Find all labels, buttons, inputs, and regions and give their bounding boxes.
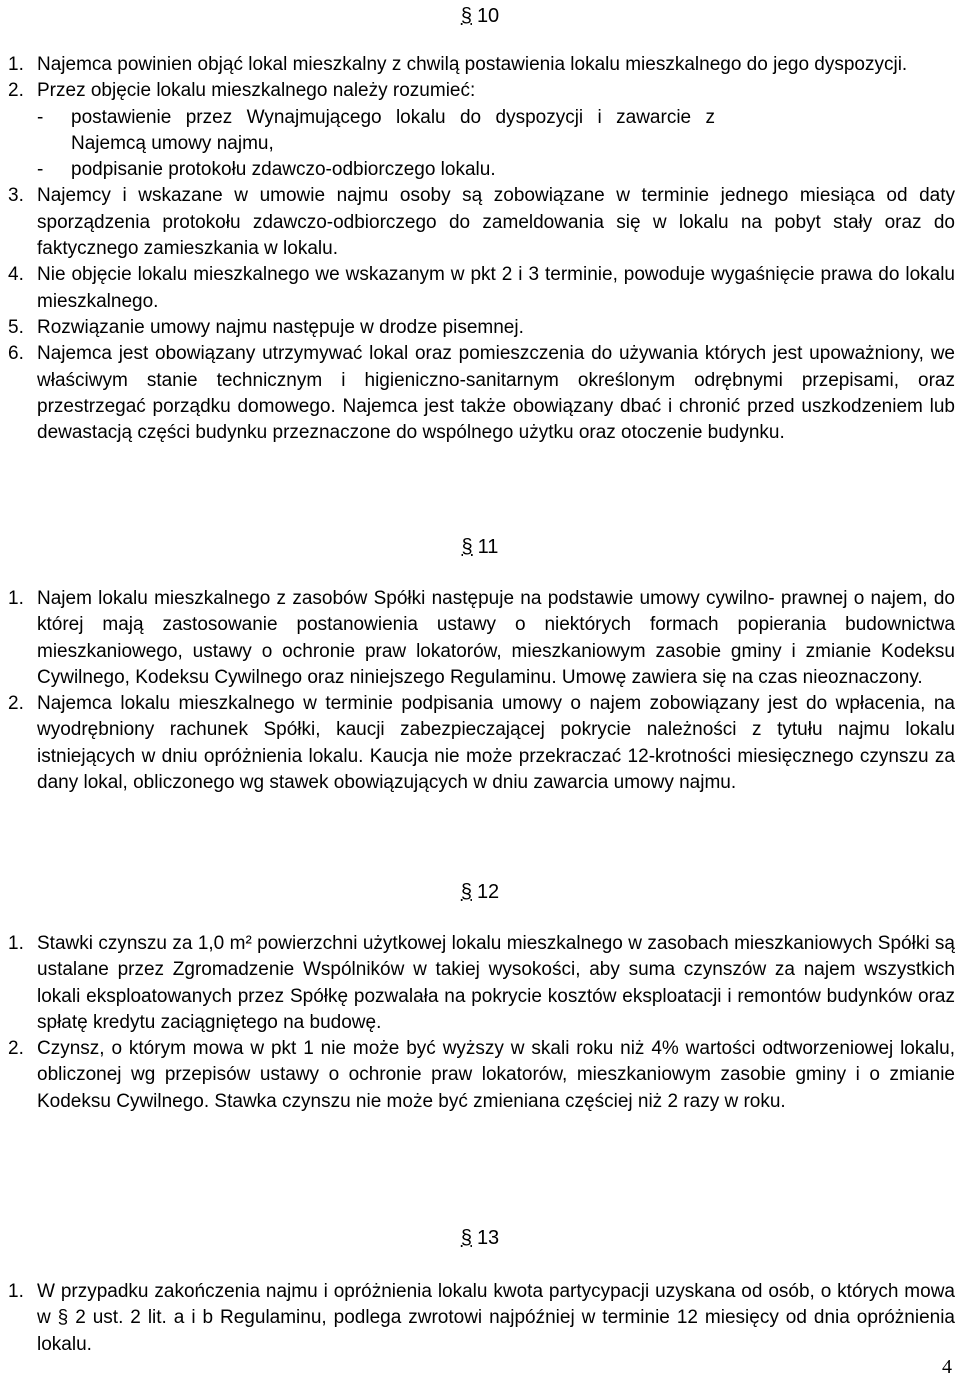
item-text: Najemca powinien objąć lokal mieszkalny z chwilą postawienia lokalu mieszkalnego do jego dyspozycji. (37, 54, 908, 75)
section-symbol: § (460, 5, 472, 27)
item-text: Najem lokalu mieszkalnego z zasobów Spółki następuje na podstawie umowy cywilno- prawnej o najem, do której mają zastosowanie postanowienia ustawy o niektórych formach popierania budownictwa mieszkaniowego, ustawy o ochronie praw lokatorów, mieszkaniowym zasobie gminy i zmianie Kodeksu Cywilnego, Kodeksu Cywilnego oraz niniejszego Regulaminu. Umowę zawiera się na czas nieoznaczony. (37, 588, 955, 688)
section-heading-10 (0, 4, 960, 28)
list-item (8, 262, 955, 315)
item-text: Nie objęcie lokalu mieszkalnego we wskazanym w pkt 2 i 3 terminie, powoduje wygaśnięcie prawa do lokalu mieszkalnego. (37, 264, 955, 312)
item-number: 5. (8, 316, 24, 338)
item-text: Najemca jest obowiązany utrzymywać lokal oraz pomieszczenia do używania których jest upoważniony, we właściwym stanie technicznym i higieniczno-sanitarnym określonym odrębnymi przepisami, oraz przestrzegać porządku domowego. Najemca jest także obowiązany dbać i chronić przed uszkodzeniem lub dewastacją części budynku przeznaczone do wspólnego użytku oraz otoczenie budynku. (37, 343, 955, 444)
section-heading-12 (0, 880, 960, 904)
item-number: 2. (8, 80, 24, 102)
item-number: 1. (8, 1281, 24, 1302)
dash-marker: - (37, 159, 44, 181)
item-text: W przypadku zakończenia najmu i opróżnienia lokalu kwota partycypacji uzyskana od osób, o których mowa w § 2 ust. 2 lit. a i b Regulaminu, podlega zwrotowi najpóźniej w terminie 12 miesięcy od dnia opróżnienia lokalu. (37, 1281, 955, 1355)
item-text: Przez objęcie lokalu mieszkalnego należy rozumieć: (37, 80, 476, 102)
list-item (8, 1036, 955, 1115)
dash-marker: - (37, 106, 44, 128)
list-item (8, 341, 955, 446)
list-item (8, 52, 955, 78)
item-number: 1. (8, 588, 24, 609)
list-item (8, 183, 955, 262)
dash-text: podpisanie protokołu zdawczo-odbiorczego lokalu. (71, 159, 496, 181)
dash-text: postawienie przez Wynajmującego lokalu do dyspozycji i zawarcie z Najemcą umowy najmu, (71, 106, 715, 154)
item-text: Rozwiązanie umowy najmu następuje w drodze pisemnej. (37, 316, 524, 338)
section-number: 12 (476, 881, 500, 903)
section-heading-11 (0, 535, 960, 559)
item-text: Stawki czynszu za 1,0 m² powierzchni użytkowej lokalu mieszkalnego w zasobach mieszkaniowych Spółki są ustalane przez Zgromadzenie Wspólników w takiej wysokości, aby suma czynszów za najem wszystkich lokali eksploatowanych przez Spółkę pozwalała na pokrycie kosztów eksploatacji i remontów budynków oraz spłatę kredytu zaciągniętego na budowę. (37, 933, 955, 1033)
section-symbol: § (460, 1227, 472, 1249)
list-item (8, 931, 955, 1036)
item-number: 6. (8, 343, 24, 365)
dash-item (37, 157, 955, 183)
section-10-list (8, 52, 955, 446)
section-11-list (8, 586, 955, 796)
item-number: 2. (8, 1038, 24, 1060)
page-number: 4 (942, 1356, 952, 1378)
item-text: Najemcy i wskazane w umowie najmu osoby są zobowiązane w terminie jednego miesiąca od daty sporządzenia protokołu zdawczo-odbiorczego do zameldowania się w lokalu na pobyt stały oraz do faktycznego zamieszkania w lokalu. (37, 185, 955, 260)
list-item (8, 78, 955, 183)
section-heading-13 (0, 1226, 960, 1250)
item-text: Czynsz, o którym mowa w pkt 1 nie może być wyższy w skali roku niż 4% wartości odtworzeniowej lokalu, obliczonej wg przepisów ustawy o ochronie praw lokatorów, mieszkaniowym zasobie gminy i o zmianie Kodeksu Cywilnego. Stawka czynszu nie może być zmieniana częściej niż 2 razy w roku. (37, 1038, 955, 1112)
list-item (8, 691, 955, 796)
section-symbol: § (461, 536, 473, 558)
section-symbol: § (460, 881, 472, 903)
section-number: 13 (476, 1227, 500, 1249)
item-number: 2. (8, 693, 24, 715)
dash-item (37, 105, 955, 158)
section-12-list (8, 931, 955, 1115)
item-number: 3. (8, 185, 24, 207)
dash-list (37, 105, 955, 184)
item-text: Najemca lokalu mieszkalnego w terminie podpisania umowy o najem zobowiązany jest do wpłacenia, na wyodrębniony rachunek Spółki, kaucji zabezpieczającej pokrycie należności z tytułu najmu lokalu istniejących w dniu opróżnienia lokalu. Kaucja nie może przekraczać 12-krotności miesięcznego czynszu za dany lokal, obliczonego wg stawek obowiązujących w dniu zawarcia umowy najmu. (37, 693, 955, 794)
list-item (8, 315, 955, 341)
item-number: 1. (8, 933, 24, 954)
section-13-list (8, 1279, 955, 1358)
list-item (8, 586, 955, 691)
list-item (8, 1279, 955, 1358)
item-number: 4. (8, 264, 24, 286)
item-number: 1. (8, 54, 24, 75)
section-number: 11 (477, 536, 499, 558)
section-number: 10 (476, 5, 500, 27)
